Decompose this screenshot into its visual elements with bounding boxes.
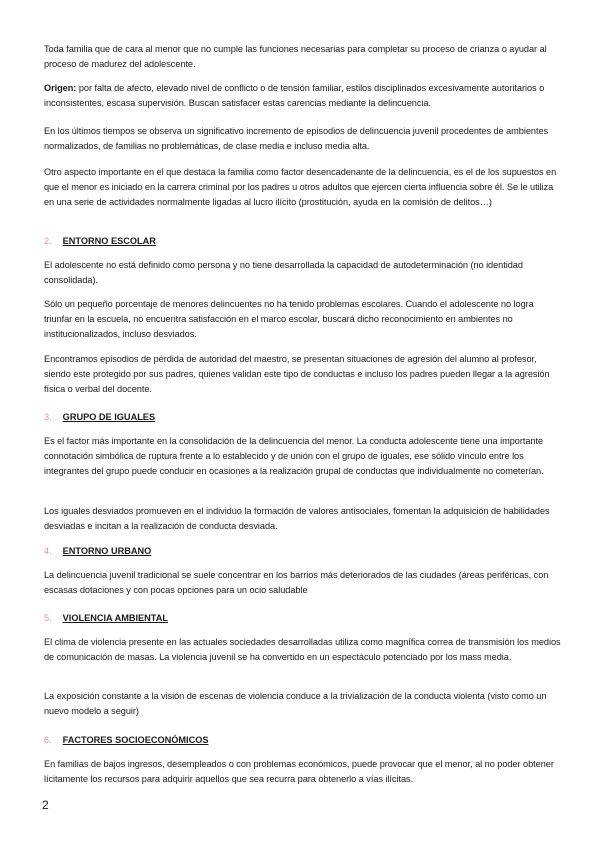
paragraph-ultimos-tiempos: En los últimos tiempos se observa un significativo incremento de episodios de delincuencia juvenil procedentes de ambientes normalizados, de familias no problemáticas, de clase media e incluso media alta. <box>44 126 549 152</box>
heading-title: ENTORNO ESCOLAR <box>62 236 156 246</box>
heading-title: ENTORNO URBANO <box>62 546 152 556</box>
paragraph-bajos-ingresos: En familias de bajos ingresos, desempleados o con problemas económicos, puede provocar que el menor, al no poder obtener lícitamente los recursos para adquirir aquellos que sea recurra para obtenerlo a vías ilícitas. <box>44 759 554 785</box>
heading-violencia-ambiental <box>44 611 168 625</box>
heading-number: 3. <box>44 412 52 422</box>
page-number: 2 <box>42 798 49 812</box>
paragraph-factor-importante: Es el factor más importante en la consolidación de la delincuencia del menor. La conducta adolescente tiene una importante connotación simbólica de ruptura frente a lo establecido y de unión con el grupo de iguales, ese sólido vínculo entre los integrantes del grupo puede conducir en ocasiones a la realización grupal de conductas que individualmente no cometerían. <box>44 436 544 477</box>
heading-entorno-urbano <box>44 544 151 558</box>
heading-number: 2. <box>44 236 52 246</box>
paragraph-otro-aspecto: Otro aspecto importante en el que destaca la familia como factor desencadenante de la delincuencia, es el de los supuestos en que el menor es iniciado en la carrera criminal por los padres u otros adultos que ejercen cierta influencia sobre él. Se le utiliza en una serie de actividades normalmente ligadas al lucro ilícito (prostitución, ayuda en la comisión de delitos…) <box>44 167 557 208</box>
heading-entorno-escolar <box>44 234 156 248</box>
paragraph-adolescente: El adolescente no está definido como persona y no tiene desarrollada la capacidad de autodeterminación (no identidad consolidada). <box>44 260 523 286</box>
heading-number: 5. <box>44 613 52 623</box>
heading-number: 6. <box>44 735 52 745</box>
heading-number: 4. <box>44 546 52 556</box>
heading-title: FACTORES SOCIOECONÓMICOS <box>62 735 209 745</box>
heading-grupo-iguales <box>44 410 155 424</box>
paragraph-delincuencia-tradicional: La delincuencia juvenil tradicional se suele concentrar en los barrios más deteriorados de las ciudades (áreas periféricas, con escasas dotaciones y con pocas opciones para un ocio saludable <box>44 570 549 596</box>
paragraph-exposicion: La exposición constante a la visión de escenas de violencia conduce a la trivialización de la conducta violenta (visto como un nuevo modelo a seguir) <box>44 691 547 717</box>
heading-factores-socioeconomicos <box>44 733 209 747</box>
paragraph-autoridad: Encontramos episodios de pérdida de autoridad del maestro, se presentan situaciones de agresión del alumno al profesor, siendo este protegido por sus padres, quienes validan este tipo de conductas e incluso los padres pueden llegar a la agresión física o verbal del docente. <box>44 354 550 395</box>
heading-title: GRUPO DE IGUALES <box>62 412 156 422</box>
paragraph-porcentaje: Sólo un pequeño porcentaje de menores delincuentes no ha tenido problemas escolares. Cuando el adolescente no logra triunfar en la escuela, no encuentra satisfacción en el marco escolar, buscará dicho reconocimiento en ambientes no institucionalizados, incluso desviados. <box>44 299 534 340</box>
paragraph-origen <box>44 81 564 111</box>
origen-text: por falta de afecto, elevado nivel de conflicto o de tensión familiar, estilos disciplinados excesivamente autoritarios o inconsistentes, escasa supervisión. Buscan satisfacer estas carencias mediante la delincuencia. <box>44 83 545 109</box>
paragraph-iguales-desviados: Los iguales desviados promueven en el individuo la formación de valores antisociales, fomentan la adquisición de habilidades desviadas e incitan a la realización de conducta desviada. <box>44 506 550 532</box>
paragraph-familia: Toda familia que de cara al menor que no cumple las funciones necesarias para completar su proceso de crianza o ayudar al proceso de madurez del adolescente. <box>44 44 547 70</box>
origen-label: Origen: <box>44 83 77 93</box>
heading-title: VIOLENCIA AMBIENTAL <box>62 613 168 623</box>
paragraph-clima-violencia: El clima de violencia presente en las actuales sociedades desarrolladas utiliza como magnífica correa de transmisión los medios de comunicación de masas. La violencia juvenil se ha convertido en un espectáculo potenciado por los mass media. <box>44 637 561 663</box>
